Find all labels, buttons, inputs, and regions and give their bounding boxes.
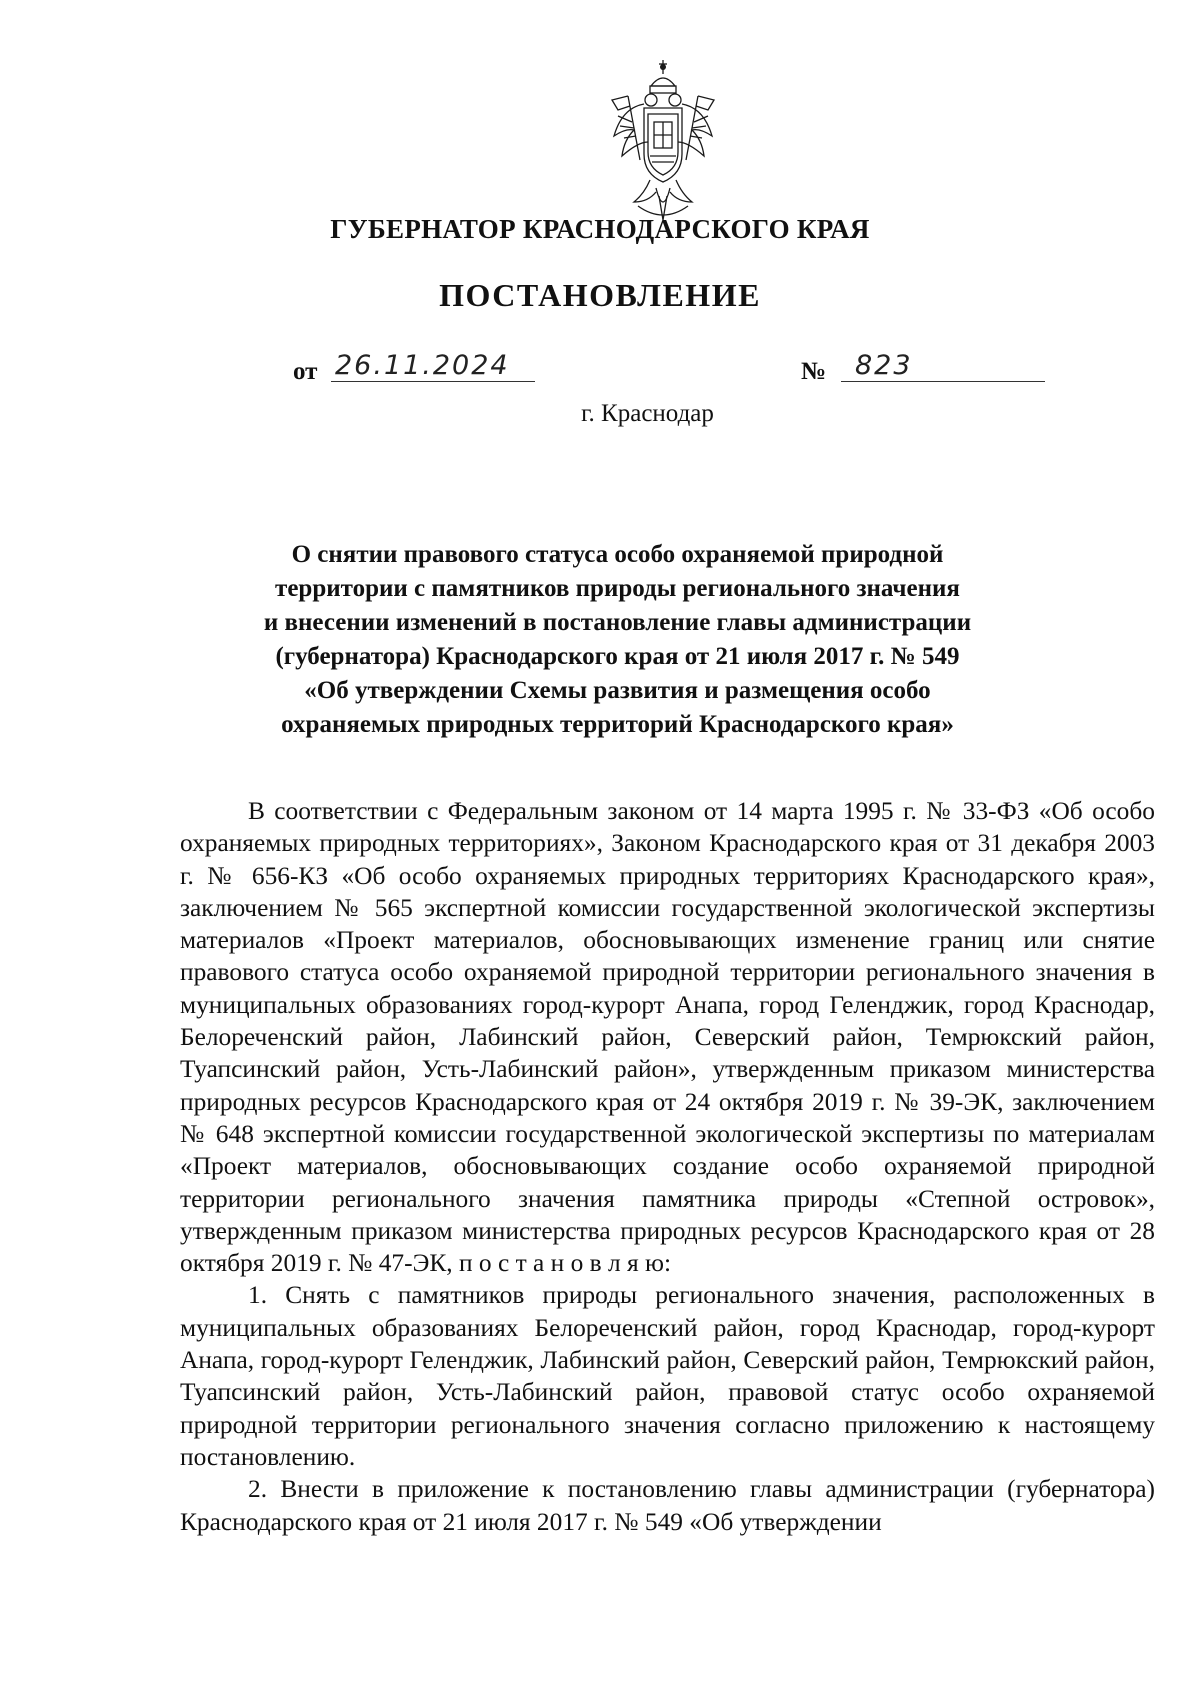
subject-line: территории с памятников природы регионального значения <box>275 575 960 602</box>
item-2-paragraph: 2. Внести в приложение к постановлению главы администрации (губернатора) Краснодарского края от 21 июля 2017 г. № 549 «Об утверждении <box>180 1475 1155 1536</box>
decree-subject <box>160 538 1075 742</box>
handwritten-date: 26.11.2024 <box>331 350 535 382</box>
preamble-text: В соответствии с Федеральным законом от 14 марта 1995 г. № 33-ФЗ «Об особо охраняемых природных территориях», Законом Краснодарского края от 31 декабря 2003 г. № 656-КЗ «Об особо охраняемых природных территориях Краснодарского края», заключением № 565 экспертной комиссии государственной экологической экспертизы материалов «Проект материалов, обосновывающих изменение границ или снятие правового статуса особо охраняемой природной территории регионального значения в муниципальных образованиях город-курорт Анапа, город Геленджик, город Краснодар, Белореченский район, Лабинский район, Северский район, Темрюкский район, Туапсинский район, Усть-Лабинский район», утвержденным приказом министерства природных ресурсов Краснодарского края от 24 октября 2019 г. № 39-ЭК, заключением № 648 экспертной комиссии государственной экологической экспертизы по материалам «Проект материалов, обосновывающих создание особо охраняемой природной территории регионального значения памятника природы «Степной островок», утвержденным приказом министерства природных ресурсов Краснодарского края от 28 октября 2019 г. № 47-ЭК, <box>180 797 1155 1278</box>
org-title: ГУБЕРНАТОР КРАСНОДАРСКОГО КРАЯ <box>330 214 870 244</box>
city-line: г. Краснодар <box>581 400 714 427</box>
subject-line: (губернатора) Краснодарского края от 21 июля 2017 г. № 549 <box>275 643 960 670</box>
date-number-row <box>293 350 1043 390</box>
handwritten-number: 823 <box>841 350 1045 382</box>
number-prefix: № <box>801 358 827 385</box>
date-prefix: от <box>293 358 318 385</box>
coat-of-arms-emblem <box>604 56 722 224</box>
subject-line: «Об утверждении Схемы развития и размещения особо <box>304 677 931 704</box>
document-type-title: ПОСТАНОВЛЕНИЕ <box>439 277 761 313</box>
preamble-paragraph <box>180 795 1155 1279</box>
subject-line: и внесении изменений в постановление главы администрации <box>263 609 972 636</box>
item-1-paragraph: 1. Снять с памятников природы регионального значения, расположенных в муниципальных образованиях Белореченский район, город Краснодар, город-курорт Анапа, город-курорт Геленджик, Лабинский район, Северский район, Темрюкский район, Туапсинский район, Усть-Лабинский район, правовой статус особо охраняемой природной территории регионального значения согласно приложению к настоящему постановлению. <box>180 1281 1155 1471</box>
decree-word: п о с т а н о в л я ю: <box>458 1249 672 1278</box>
subject-line: О снятии правового статуса особо охраняемой природной <box>291 541 944 568</box>
subject-line: охраняемых природных территорий Краснодарского края» <box>281 711 954 738</box>
decree-body <box>180 795 1155 1538</box>
